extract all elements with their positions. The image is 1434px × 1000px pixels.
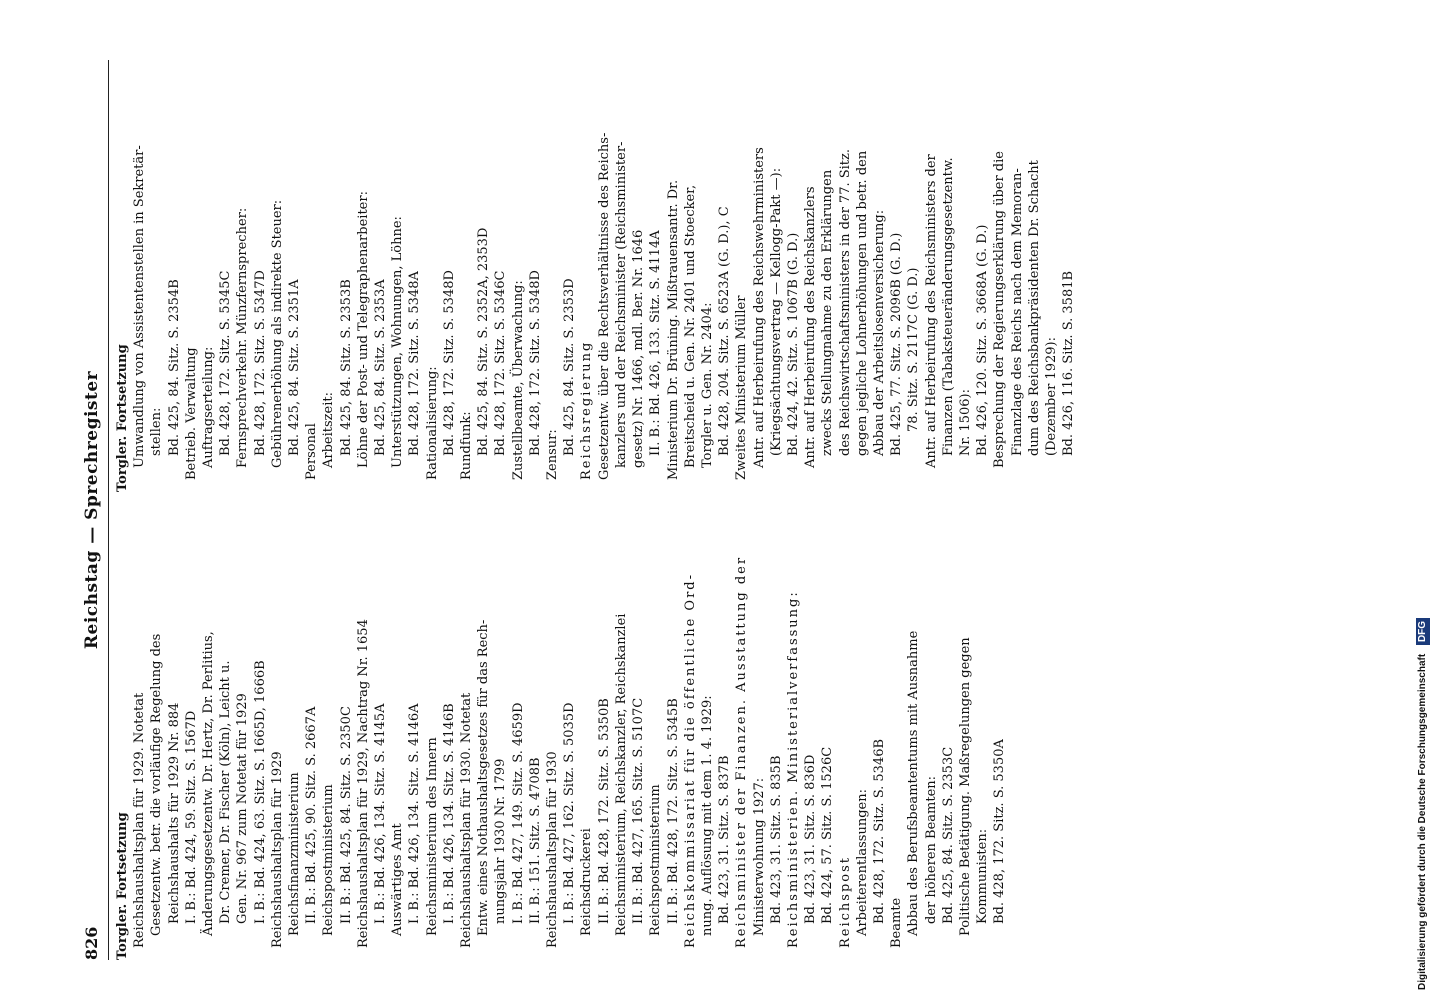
register-entry-line: Gesetzentw. betr. die vorläufige Regelung des (149, 633, 165, 936)
register-entry-line: Bd. 428, 172. Sitz. S. 5347D (252, 270, 268, 456)
register-entry-line: II. B.: Bd. 425, 90. Sitz. S. 2667A (304, 706, 320, 924)
register-entry-line: II. B.: 151. Sitz. S. 4708B (527, 757, 543, 924)
register-entry-line: I. B.: Bd. 427, 162. Sitz. S. 5035D (562, 702, 578, 924)
register-entry-line: I. B.: Bd. 424, 59. Sitz. S. 1567D (183, 710, 199, 924)
register-entry-line: Bd. 425, 84. Sitz. S. 2353A (373, 279, 389, 456)
register-entry-line: (Dezember 1929): (1043, 337, 1059, 456)
register-entry-line: II. B.: Bd. 426, 133. Sitz. S. 4114A (648, 230, 664, 456)
register-entry-line: Besprechung der Regierungserklärung über die (992, 151, 1008, 468)
register-entry-line: kanzlers und der Reichsminister (Reichsminister- (613, 141, 629, 468)
dfg-logo: DFG (1416, 618, 1430, 645)
register-entry-line: Bd. 423, 31. Sitz. S. 835B (768, 755, 784, 924)
register-entry-line: Politische Betätigung. Maßregelungen gegen (957, 637, 973, 936)
register-entry-line: der höheren Beamten: (923, 775, 939, 924)
register-entry-line: Bd. 428, 204. Sitz. S. 6523A (G. D.), C (717, 206, 733, 456)
register-entry-line: Torgler u. Gen. Nr. 2404: (699, 302, 715, 468)
register-entry-line: Reichspost (837, 855, 853, 948)
register-entry-line: des Reichswirtschaftsministers in der 77. Sitz. (837, 148, 853, 456)
register-entry-line: Auswärtiges Amt (390, 823, 406, 936)
register-entry-line: Bd. 428, 172. Sitz. S. 5348A (407, 271, 423, 456)
right-column (114, 60, 1077, 492)
register-entry-line: Umwandlung von Assistentenstellen in Sekretär- (132, 145, 148, 468)
register-entry-line: I. B.: Bd. 424, 63. Sitz. S. 1665D, 1666B (252, 660, 268, 924)
register-entry-line: Antr. auf Herbeirufung des Reichskanzlers (803, 186, 819, 468)
funding-note (1416, 10, 1430, 990)
register-entry-line: Reichshaushaltsplan für 1929. Notetat (132, 692, 148, 948)
register-entry-line: Torgler. Fortsetzung (115, 344, 130, 492)
register-entry-line: Reichshaushaltsplan für 1929, Nachtrag Nr. 1654 (355, 619, 371, 948)
register-entry-line: II. B.: Bd. 425, 84. Sitz. S. 2350C (338, 706, 354, 924)
register-entry-line: zwecks Stellungnahme zu den Erklärungen (820, 169, 836, 456)
register-entry-line: Zustellbeamte, Überwachung: (510, 280, 526, 480)
register-entry-line: 78. Sitz. S. 2117C (G. D.) (906, 267, 922, 432)
register-entry-line: Nr. 1506): (957, 389, 973, 456)
register-entry-line: Antr. auf Herbeirufung des Reichsministers der (923, 154, 939, 468)
register-entry-line: nung. Auflösung mit dem 1. 4. 1929: (699, 695, 715, 936)
register-entry-line: Bd. 423, 31. Sitz. S. 836D (803, 754, 819, 924)
register-entry-line: Bd. 426, 116. Sitz. S. 3581B (1061, 270, 1077, 456)
register-entry-line: Bd. 424, 57. Sitz. S. 1526C (820, 746, 836, 924)
register-entry-line: Ministerium Dr. Brüning. Mißtrauensantr. Dr. (665, 179, 681, 480)
register-entry-line: gegen jegliche Lohnerhöhungen und betr. den (854, 150, 870, 456)
register-entry-line: Personal (304, 423, 320, 480)
register-entry-line: Reichsministerium, Reichskanzler, Reichskanzlei (613, 613, 629, 936)
register-entry-line: Bd. 426, 120. Sitz. S. 3668A (G. D.) (975, 224, 991, 456)
register-entry-line: Fernsprechverkehr. Münzfernsprecher: (235, 207, 251, 468)
register-entry-line: Reichsminister der Finanzen. Ausstattung der (734, 555, 750, 948)
register-entry-line: II. B.: Bd. 428, 172. Sitz. S. 5345B (665, 698, 681, 924)
register-entry-line: Zweites Ministerium Müller (734, 295, 750, 480)
register-entry-line: Rationalisierung: (424, 366, 440, 480)
register-entry-line: Reichsministerien. Ministerialverfassung: (785, 590, 801, 948)
page-header (80, 60, 109, 960)
register-entry-line: Bd. 425, 84. Sitz. S. 2352A, 2353D (476, 227, 492, 456)
register-entry-line: Finanzlage des Reichs nach dem Memoran- (1009, 168, 1025, 456)
register-entry-line: Betrieb. Verwaltung (183, 347, 199, 480)
register-entry-line: I. B.: Bd. 427, 149. Sitz. S. 4659D (510, 702, 526, 924)
page-number: 826 (82, 926, 101, 960)
register-entry-line: Auftragserteilung: (201, 346, 217, 468)
register-entry-line: Bd. 428, 172. Sitz. S. 5346C (493, 270, 509, 456)
register-entry-line: Reichshaushaltsplan für 1930. Notetat (459, 692, 475, 948)
register-entry-line: nungsjahr 1930 Nr. 1799 (493, 758, 509, 924)
register-entry-line: (Kriegsächtungsvertrag — Kellogg-Pakt —): (768, 167, 784, 456)
register-entry-line: Bd. 428, 172. Sitz. S. 5350A (992, 739, 1008, 924)
register-entry-line: Reichsministerium des Innern (424, 737, 440, 936)
rotated-register-page (80, 60, 1300, 960)
register-entry-line: Antr. auf Herbeirufung des Reichswehrministers (751, 147, 767, 468)
register-entry-line: I. B.: Bd. 426, 134. Sitz. S. 4146B (441, 703, 457, 924)
register-entry-line: Reichsregierung (579, 340, 595, 480)
register-entry-line: Rundfunk: (459, 411, 475, 480)
register-entry-line: Beamte (889, 897, 905, 948)
register-entry-line: dum des Reichsbankpräsidenten Dr. Schacht (1026, 160, 1042, 456)
register-entry-line: Zensur: (545, 429, 561, 480)
register-entry-line: Reichshaushaltsplan für 1929 (269, 751, 285, 948)
register-entry-line: Kommunisten: (975, 828, 991, 924)
register-entry-line: Gen. Nr. 967 zum Notetat für 1929 (235, 693, 251, 924)
register-entry-line: Bd. 428, 172. Sitz. S. 5348D (527, 270, 543, 456)
register-entry-line: gesetz) Nr. 1466, mdl. Ber. Nr. 1646 (631, 229, 647, 468)
register-entry-line: Abbau des Berufsbeamtentums mit Ausnahme (906, 630, 922, 936)
register-entry-line: Entw. eines Nothaushaltsgesetzes für das Rech- (476, 619, 492, 936)
register-entry-line: II. B.: Bd. 428, 172. Sitz. S. 5350B (596, 698, 612, 924)
register-entry-line: Reichshaushalts für 1929 Nr. 884 (166, 702, 182, 924)
register-entry-line: Bd. 424, 42. Sitz. S. 1067B (G. D.) (785, 232, 801, 456)
register-entry-line: Finanzen (Tabaksteueränderungsgesetzentw. (940, 157, 956, 456)
register-entry-line: Bd. 428, 172. Sitz. S. 5345C (218, 270, 234, 456)
register-entry-line: Reichsfinanzministerium (287, 772, 303, 936)
register-entry-line: Änderungsgesetzentw. Dr. Hertz, Dr. Perlitius, (201, 631, 217, 936)
register-entry-line: I. B.: Bd. 426, 134. Sitz. S. 4146A (407, 703, 423, 924)
register-entry-line: Gesetzentw. über die Rechtsverhältnisse des Reichs- (596, 132, 612, 480)
register-entry-line: Arbeiterentlassungen: (854, 789, 870, 936)
register-entry-line: Breitscheid u. Gen. Nr. 2401 und Stoecker, (682, 184, 698, 468)
register-entry-line: Löhne der Post- und Telegraphenarbeiter: (355, 191, 371, 468)
register-entry-line: Bd. 425, 84. Sitz. S. 2353B (338, 279, 354, 456)
register-entry-line: Bd. 425, 84. Sitz. S. 2354B (166, 279, 182, 456)
register-entry-line: Bd. 425, 84. Sitz. S. 2353D (562, 278, 578, 456)
page-title: Reichstag — Sprechregister (82, 370, 102, 650)
register-entry-line: Reichskommissariat für die öffentliche Ord- (682, 572, 698, 948)
register-entry-line: II. B.: Bd. 427, 165. Sitz. S. 5107C (631, 697, 647, 924)
register-entry-line: Gebührenerhöhung als indirekte Steuer: (269, 199, 285, 468)
register-entry-line: Reichspostministerium (321, 784, 337, 936)
register-entry-line: Reichspostministerium (648, 784, 664, 936)
funding-note-text: Digitalisierung gefördert durch die Deutsche Forschungsgemeinschaft (1417, 653, 1428, 990)
register-entry-line: Abbau der Arbeitslosenversicherung: (871, 209, 887, 456)
register-entry-line: Reichsdruckerei (579, 828, 595, 936)
register-entry-line: Bd. 425, 77. Sitz. S. 2096B (G. D.) (889, 232, 905, 456)
register-entry-line: Arbeitszeit: (321, 392, 337, 468)
register-entry-line: I. B.: Bd. 426, 134. Sitz. S. 4145A (373, 703, 389, 924)
register-entry-line: Bd. 428, 172. Sitz. S. 5346B (871, 738, 887, 924)
register-entry-line: Bd. 428, 172. Sitz. S. 5348D (441, 270, 457, 456)
register-entry-line: Bd. 425, 84. Sitz. S. 2351A (287, 279, 303, 456)
register-entry-line: Bd. 423, 31. Sitz. S. 837B (717, 755, 733, 924)
left-column (114, 528, 1009, 960)
register-entry-line: Bd. 425, 84. Sitz. S. 2353C (940, 746, 956, 924)
register-entry-line: Torgler. Fortsetzung (115, 812, 130, 960)
register-entry-line: Dr. Cremer, Dr. Fischer (Köln), Leicht u. (218, 660, 234, 924)
register-entry-line: Reichshaushaltsplan für 1930 (545, 751, 561, 948)
register-entry-line: Ministerwohnung 1927: (751, 777, 767, 936)
register-entry-line: Unterstützungen, Wohnungen, Löhne: (390, 216, 406, 468)
register-entry-line: stellen: (149, 407, 165, 456)
